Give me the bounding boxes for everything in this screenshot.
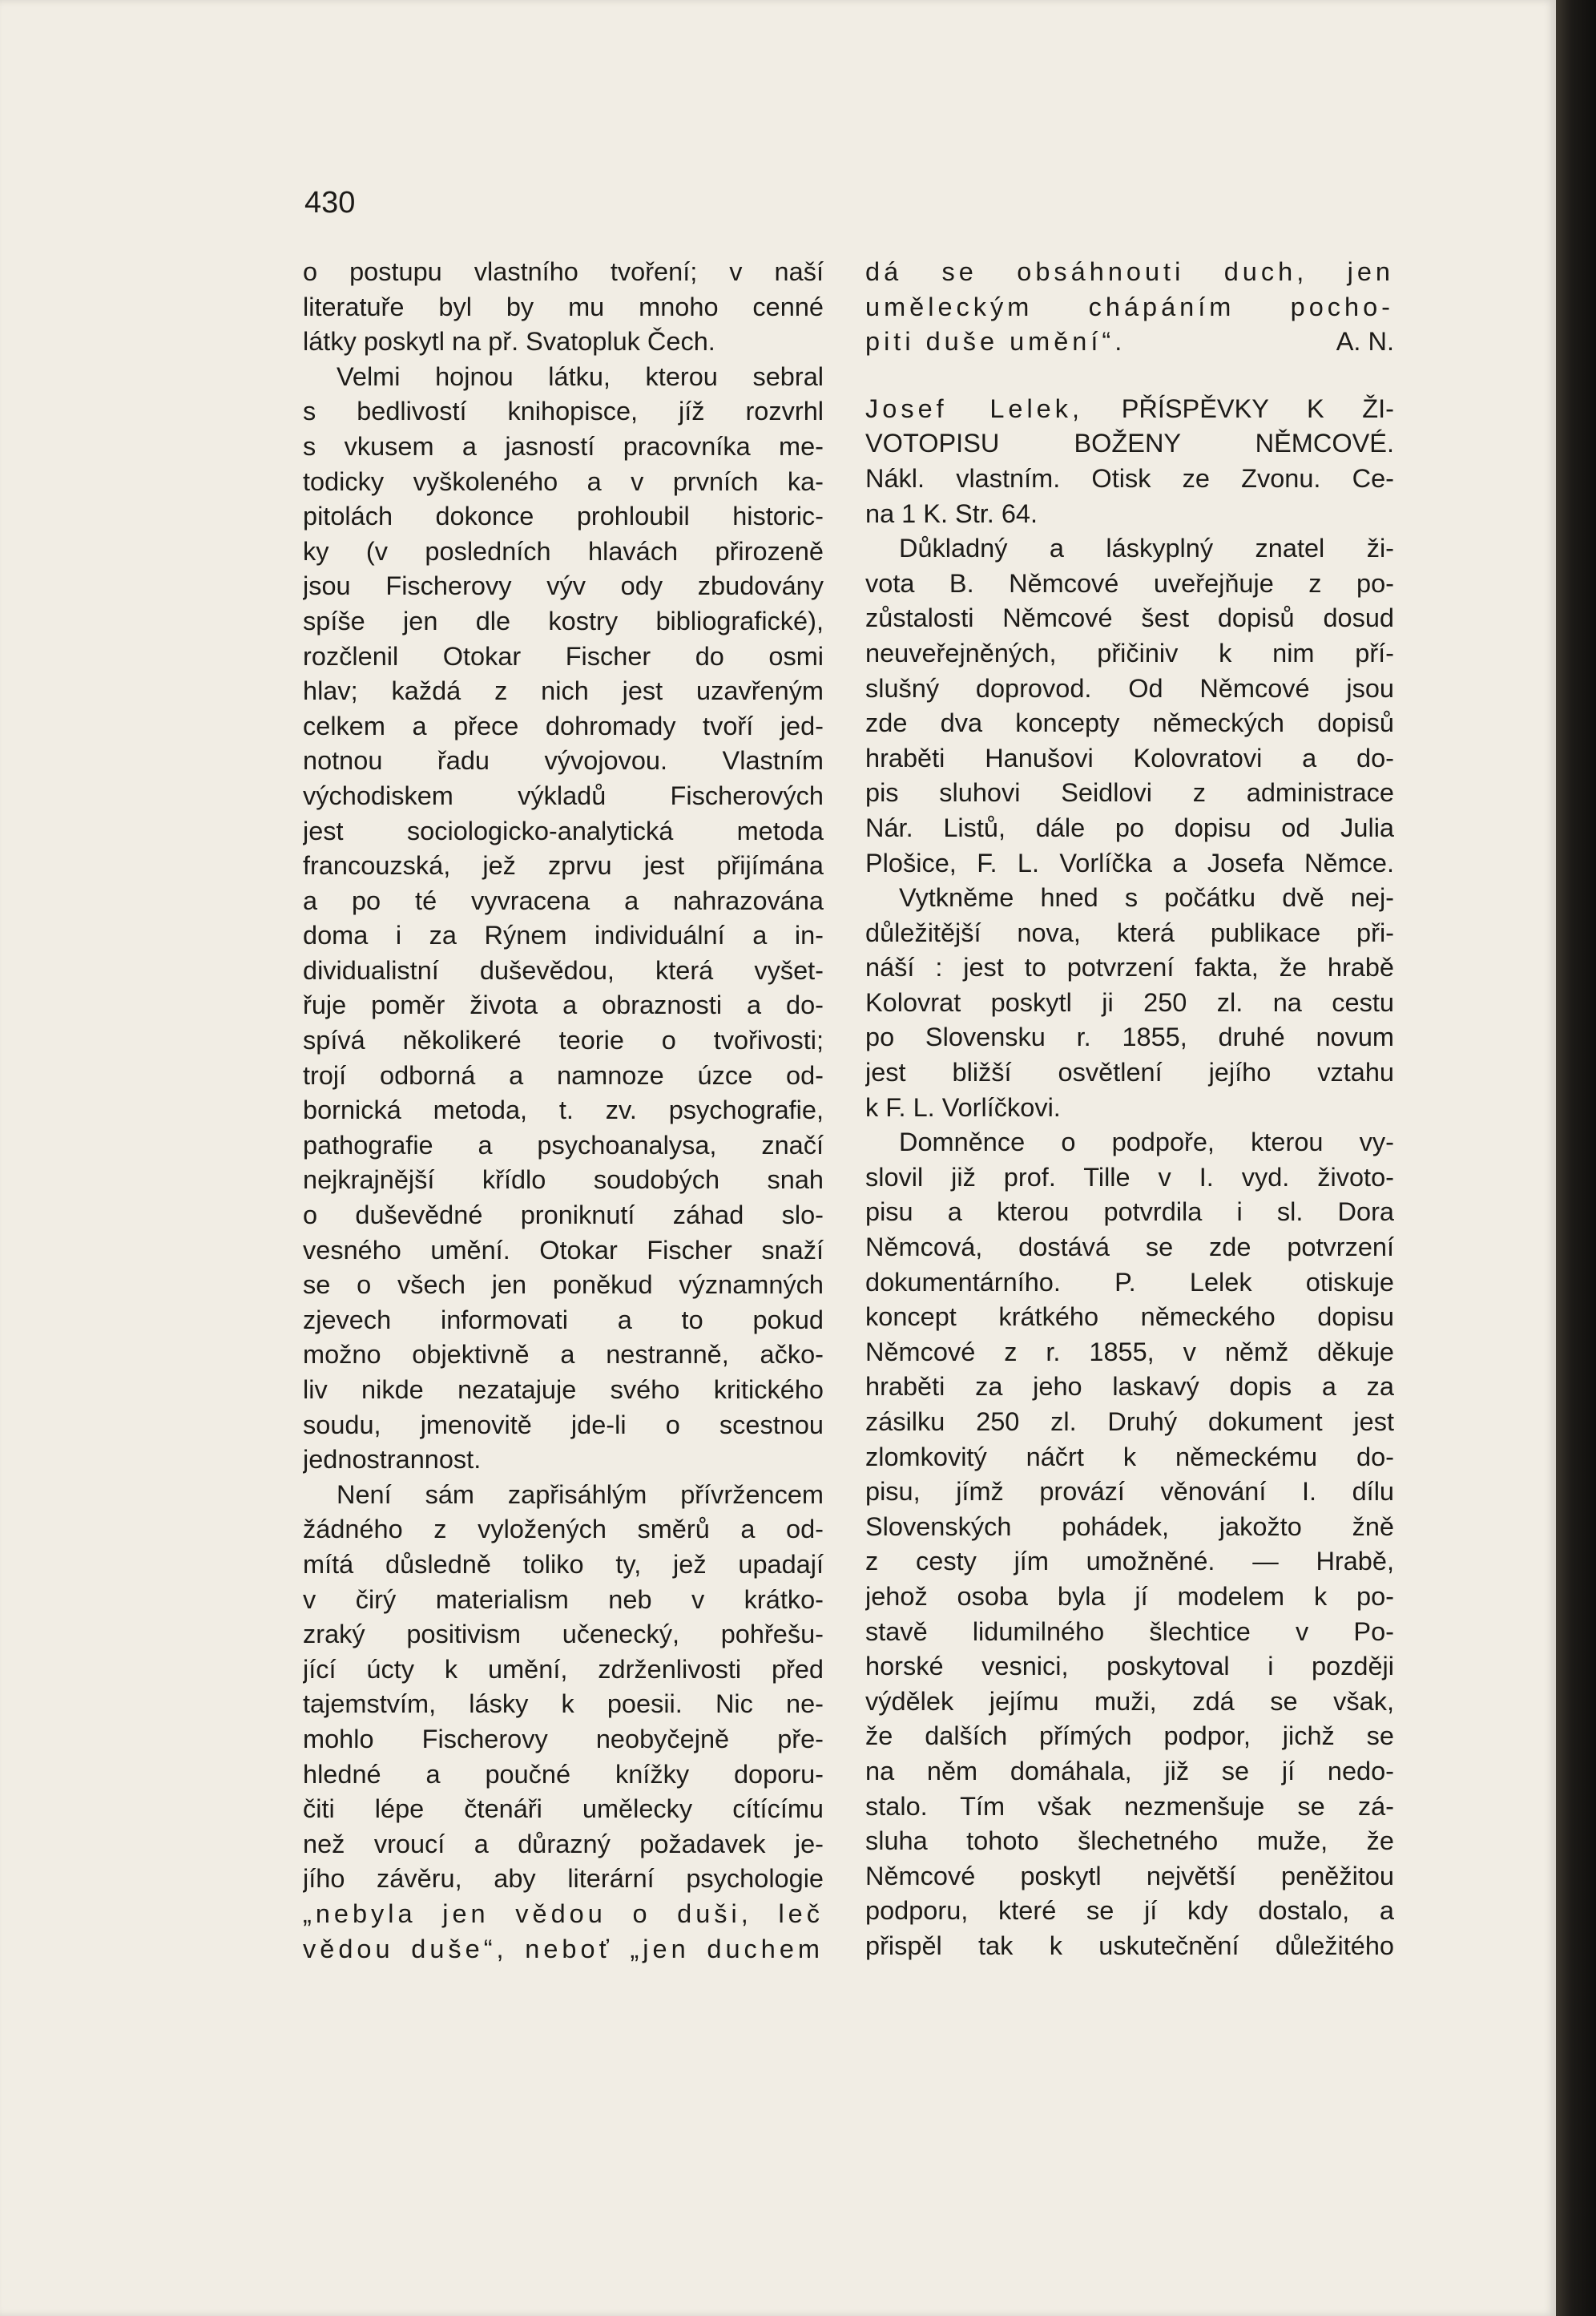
text-line: hraběti Hanušovi Kolovratovi a do- [865,743,1394,773]
text-line: mítá důsledně toliko ty, jež upadají [303,1549,824,1579]
text-line: a po té vyvracena a nahrazována [303,886,824,915]
right-column [865,255,1394,1964]
text-line: vědou duše“, neboť „jen duchem [303,1934,824,1963]
text-line: soudu, jmenovitě jde-li o scestnou [303,1410,824,1439]
text-line: na něm domáhala, již se jí nedo- [865,1756,1394,1785]
text-line: zůstalosti Němcové šest dopisů dosud [865,603,1394,633]
text-line: s bedlivostí knihopisce, jíž rozvrhl [303,397,824,426]
text-line: Velmi hojnou látku, kterou sebral [337,361,824,391]
text-line: stavě lidumilného šlechtice v Po- [865,1616,1394,1646]
text-line: stalo. Tím však nezmenšuje se zá- [865,1791,1394,1821]
text-line: zraký positivism učenecký, pohřešu- [303,1620,824,1649]
text-line: „nebyla jen vědou o duši, leč [303,1898,824,1928]
text-line: po Slovensku r. 1855, druhé novum [865,1023,1394,1052]
text-line: neuveřejněných, přičiniv k nim pří- [865,638,1394,668]
text-line: notnou řadu vývojovou. Vlastním [303,746,824,776]
text-line: vesného umění. Otokar Fischer snaží [303,1235,824,1265]
text-line: zásilku 250 zl. Druhý dokument jest [865,1407,1394,1436]
text-line: Není sám zapřisáhlým přívržencem [337,1479,824,1509]
text-line: nejkrajnější křídlo soudobých snah [303,1165,824,1195]
review-meta: na 1 K. Str. 64. [865,498,1038,528]
text-line: látky poskytl na př. Svatopluk Čech. [303,327,715,357]
text-line: Němcové poskytl největší peněžitou [865,1861,1394,1890]
text-line: zde dva koncepty německých dopisů [865,708,1394,738]
text-line: jící úcty k umění, zdrženlivosti před [303,1654,824,1684]
text-line: pisu a kterou potvrdila i sl. Dora [865,1197,1394,1227]
text-line: liv nikde nezatajuje svého kritického [303,1375,824,1404]
text-line: horské vesnici, poskytoval i později [865,1652,1394,1681]
text-line: Němcová, dostává se zde potvrzení [865,1233,1394,1262]
text-line: koncept krátkého německého dopisu [865,1302,1394,1332]
text-line: jího závěru, aby literární psychologie [303,1864,824,1894]
text-line: bornická metoda, t. zv. psychografie, [303,1095,824,1125]
text-line: Důkladný a láskyplný znatel ži- [899,534,1394,563]
text-line: Plošice, F. L. Vorlíčka a Josefa Němce. [865,848,1394,878]
text-line: náší : jest to potvrzení fakta, že hrabě [865,953,1394,982]
text-line: dokumentárního. P. Lelek otiskuje [865,1267,1394,1297]
text-line: jest sociologicko-analytická metoda [303,816,824,845]
text-line: celkem a přece dohromady tvoří jed- [303,711,824,740]
quote-line: uměleckým chápáním pocho- [865,292,1394,321]
review-title-part: VOTOPISU BOŽENY NĚMCOVÉ. [865,429,1394,458]
text-line: Domněnce o podpoře, kterou vy- [899,1128,1394,1157]
text-line: todicky vyškoleného a v prvních ka- [303,466,824,496]
text-line: tajemstvím, lásky k poesii. Nic ne- [303,1689,824,1719]
review-author: Josef Lelek, [865,393,1084,423]
text-line: jsou Fischerovy výv ody zbudovány [303,571,824,601]
text-line: sluha tohoto šlechetného muže, že [865,1826,1394,1856]
text-line: hraběti za jeho laskavý dopis a za [865,1372,1394,1402]
text-line: jest bližší osvětlení jejího vztahu [865,1058,1394,1087]
text-line: pathografie a psychoanalysa, značí [303,1130,824,1160]
text-line: z cesty jím umožněné. — Hrabě, [865,1547,1394,1576]
text-line: přispěl tak k uskutečnění důležitého [865,1931,1394,1960]
text-line: možno objektivně a nestranně, ačko- [303,1340,824,1370]
text-line: než vroucí a důrazný požadavek je- [303,1829,824,1858]
text-line: žádného z vyložených směrů a od- [303,1515,824,1544]
text-line: Slovenských pohádek, jakožto žně [865,1511,1394,1541]
text-line: doma i za Rýnem individuální a in- [303,921,824,950]
text-line: o duševědné proniknutí záhad slo- [303,1200,824,1230]
text-line: hlav; každá z nich jest uzavřeným [303,676,824,706]
text-line: zlomkovitý náčrt k německému do- [865,1442,1394,1471]
text-line: důležitější nova, která publikace při- [865,918,1394,947]
text-line: čiti lépe čtenáři umělecky cítícímu [303,1794,824,1824]
quote-end-line [865,325,1394,360]
text-line: o postupu vlastního tvoření; v naší [303,257,824,286]
page-number: 430 [304,186,356,220]
text-line: spívá několikeré teorie o tvořivosti; [303,1026,824,1055]
quote-end: piti duše umění“. [865,327,1126,357]
text-line: pitolách dokonce prohloubil historic- [303,502,824,531]
text-line: dividualistní duševědou, která vyšet- [303,955,824,985]
text-line: rozčlenil Otokar Fischer do osmi [303,641,824,671]
text-line: literatuře byl by mu mnoho cenné [303,292,824,321]
text-line: řuje poměr života a obraznosti a do- [303,991,824,1020]
quote-line: dá se obsáhnouti duch, jen [865,257,1394,286]
text-line: zjevech informovati a to pokud [303,1305,824,1334]
text-line: že dalších přímých podpor, jichž se [865,1721,1394,1751]
review-signature: A. N. [1336,327,1394,357]
text-line: mohlo Fischerovy neobyčejně pře- [303,1724,824,1753]
text-line: spíše jen dle kostry bibliografické), [303,606,824,635]
section-gap [865,360,1394,392]
text-line: francouzská, jež zprvu jest přijímána [303,851,824,881]
text-line: pisu, jímž provází věnování I. dílu [865,1477,1394,1507]
text-line: s vkusem a jasností pracovníka me- [303,431,824,461]
text-line: ky (v posledních hlavách přirozeně [303,536,824,566]
text-line: Nár. Listů, dále po dopisu od Julia [865,813,1394,842]
text-line: trojí odborná a namnoze úzce od- [303,1060,824,1090]
review-heading [865,392,1394,427]
text-line: Kolovrat poskytl ji 250 zl. na cestu [865,987,1394,1017]
book-spine-edge [1556,0,1596,2316]
text-line: Vytkněme hned s počátku dvě nej- [899,883,1394,913]
text-line: pis sluhovi Seidlovi z administrace [865,778,1394,808]
text-line: východiskem výkladů Fischerových [303,781,824,810]
text-line: v čirý materialism neb v krátko- [303,1584,824,1614]
text-line: podporu, které se jí kdy dostalo, a [865,1896,1394,1926]
text-line: jednostrannost. [303,1445,482,1475]
text-line: se o všech jen poněkud významných [303,1270,824,1300]
review-title-part: PŘÍSPĚVKY K ŽI- [1121,393,1394,423]
left-column [303,255,824,1967]
text-line: slušný doprovod. Od Němcové jsou [865,673,1394,703]
text-line: výdělek jejímu muži, zdá se však, [865,1686,1394,1716]
text-line: k F. L. Vorlíčkovi. [865,1092,1061,1122]
review-meta: Nákl. vlastním. Otisk ze Zvonu. Ce- [865,463,1394,493]
text-line: slovil již prof. Tille v I. vyd. životo- [865,1162,1394,1192]
text-line: hledné a poučné knížky doporu- [303,1759,824,1789]
text-line: vota B. Němcové uveřejňuje z po- [865,568,1394,598]
text-line: jehož osoba byla jí modelem k po- [865,1581,1394,1611]
text-line: Němcové z r. 1855, v němž děkuje [865,1337,1394,1366]
